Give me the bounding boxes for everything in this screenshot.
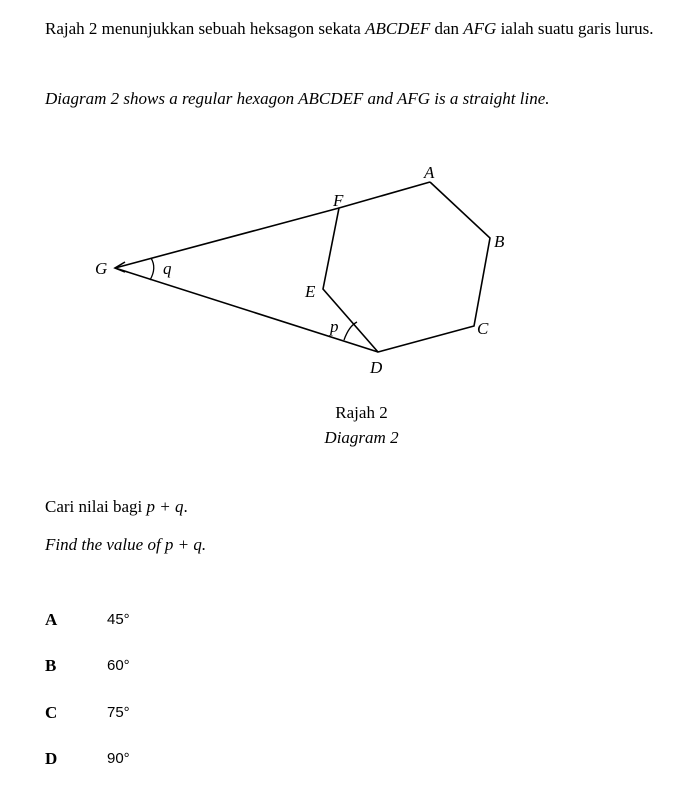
option-letter: B [45, 656, 57, 675]
question-malay-part-1: Rajah 2 menunjukkan sebuah heksagon sekata [45, 19, 366, 38]
line-name: AFG [463, 19, 497, 38]
task-expression-malay: p + q [146, 497, 184, 516]
label-e: E [305, 282, 316, 301]
label-q: q [163, 259, 172, 278]
label-d: D [370, 358, 383, 377]
label-f: F [333, 191, 344, 210]
question-malay-part-3: ialah suatu garis lurus. [496, 19, 654, 38]
hexagon-outline [323, 182, 490, 352]
option-value: 75° [107, 704, 130, 721]
task-expression-english: p + q [164, 535, 202, 554]
option-letter: C [45, 703, 58, 722]
option-letter: A [45, 610, 58, 629]
label-p: p [330, 317, 339, 336]
task-malay-prefix: Cari nilai bagi [45, 497, 147, 516]
diagram-caption-english: Diagram 2 [324, 428, 399, 447]
option-value: 60° [107, 657, 130, 674]
task-text-malay [45, 497, 188, 517]
task-malay-suffix: . [183, 497, 188, 516]
label-b: B [494, 232, 505, 251]
label-g: G [95, 259, 108, 278]
hexagon-diagram [0, 150, 677, 390]
option-value: 90° [107, 750, 130, 767]
line-gf [115, 208, 339, 268]
question-text-english: Diagram 2 shows a regular hexagon ABCDEF and AFG is a straight line. [45, 89, 550, 108]
task-english-prefix: Find the value of [45, 535, 165, 554]
question-malay-part-2: dan [430, 19, 464, 38]
label-c: C [477, 319, 489, 338]
diagram-caption-malay: Rajah 2 [335, 403, 388, 422]
task-english-suffix: . [201, 535, 207, 554]
task-text-english [45, 535, 206, 555]
question-text-malay [45, 18, 670, 40]
option-letter: D [45, 749, 58, 768]
hexagon-name: ABCDEF [365, 19, 431, 38]
label-a: A [424, 163, 435, 182]
option-value: 45° [107, 611, 130, 628]
angle-arc-q [150, 258, 154, 280]
line-gd [115, 268, 378, 352]
